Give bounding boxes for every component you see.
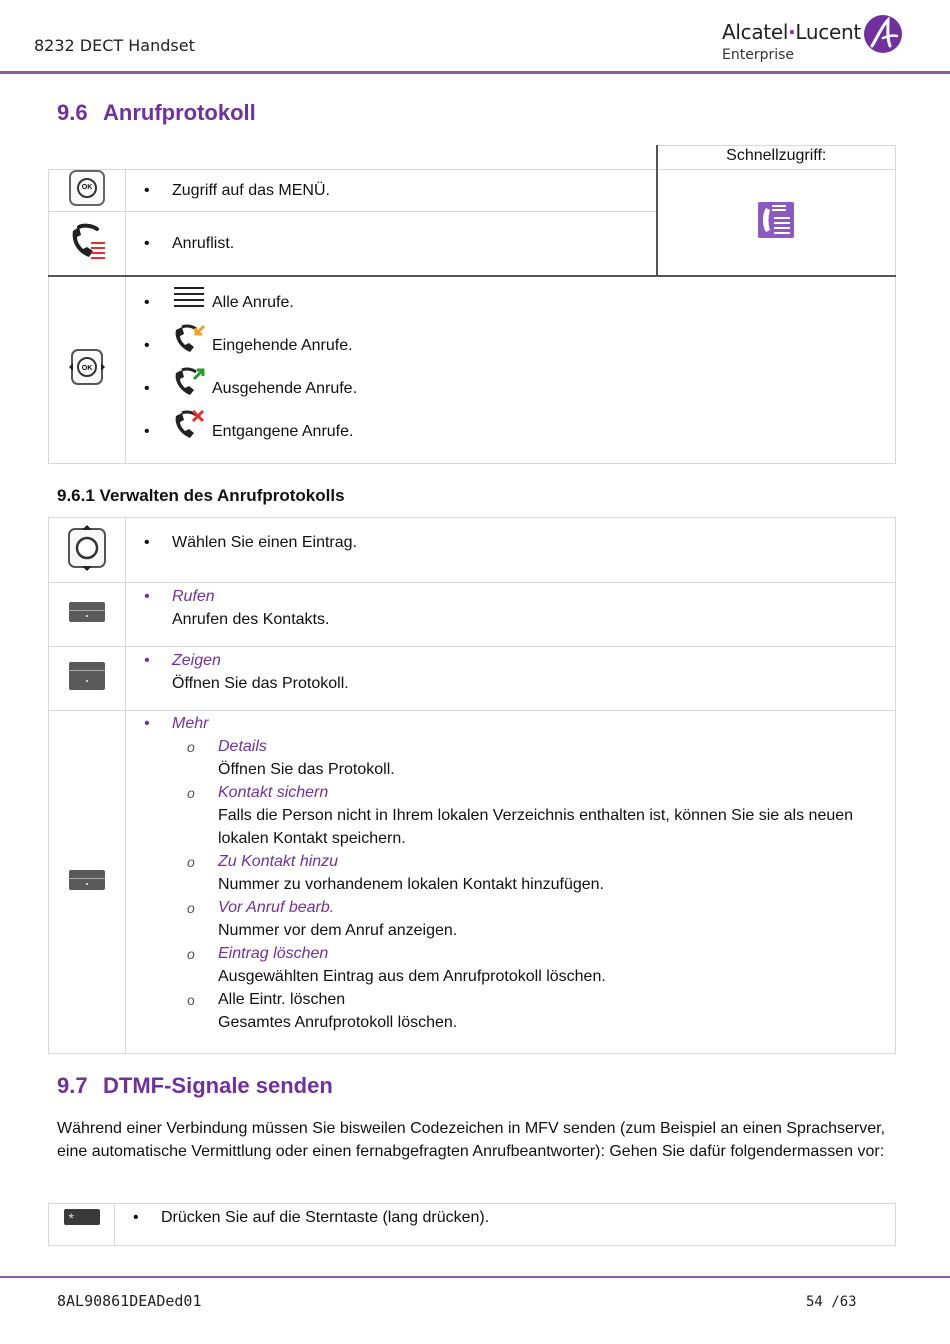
subsection-number: 9.6.1 bbox=[57, 486, 95, 505]
star-key-instruction: • Drücken Sie auf die Sterntaste (lang drücken). bbox=[115, 1206, 895, 1229]
select-entry-text: • Wählen Sie einen Eintrag. bbox=[126, 531, 895, 554]
call-log-access-table bbox=[48, 145, 896, 464]
filter-missed-calls-label: • Entgangene Anrufe. bbox=[212, 422, 354, 440]
call-option-label: • Rufen bbox=[126, 585, 895, 608]
manage-call-log-table bbox=[48, 517, 896, 1054]
more-item-delete-all-desc: Gesamtes Anrufprotokoll löschen. bbox=[218, 1014, 458, 1031]
logo-mark-icon bbox=[863, 14, 903, 54]
left-softkey-icon bbox=[69, 602, 105, 622]
header-rule bbox=[0, 71, 950, 74]
right-softkey-icon bbox=[69, 870, 105, 890]
center-softkey-cell bbox=[49, 647, 126, 711]
missed-call-icon bbox=[172, 410, 206, 440]
logo-word-alcatel: Alcatel bbox=[722, 20, 789, 44]
more-option-label: • Mehr bbox=[126, 712, 895, 735]
document-header-title: 8232 DECT Handset bbox=[34, 36, 195, 55]
subsection-title: Verwalten des Anrufprotokolls bbox=[99, 486, 345, 505]
more-item-save-contact: o Kontakt sichern bbox=[187, 784, 329, 801]
alcatel-lucent-logo bbox=[722, 14, 907, 66]
filter-all-calls-label: • Alle Anrufe. bbox=[212, 293, 294, 311]
filter-outgoing-calls bbox=[126, 377, 895, 420]
document-id: 8AL90861DEADed01 bbox=[57, 1292, 202, 1310]
footer-rule bbox=[0, 1276, 950, 1278]
filter-incoming-calls bbox=[126, 334, 895, 377]
nav-ok-key-icon bbox=[67, 347, 107, 387]
call-list-icon-cell bbox=[49, 212, 126, 276]
center-softkey-icon bbox=[69, 662, 105, 690]
quick-access-label: Schnellzugriff: bbox=[657, 146, 896, 170]
menu-access-text: • Zugriff auf das MENÜ. bbox=[126, 179, 656, 202]
show-option-label: • Zeigen bbox=[126, 649, 895, 672]
more-item-details: o Details bbox=[187, 738, 267, 755]
all-calls-icon bbox=[172, 285, 206, 311]
subsection-heading-9-6-1 bbox=[57, 486, 345, 506]
logo-subtitle: Enterprise bbox=[722, 47, 795, 63]
star-key-icon: * bbox=[64, 1209, 100, 1225]
call-log-shortcut-icon bbox=[756, 200, 796, 240]
filter-all-calls bbox=[126, 291, 895, 334]
more-item-edit-before-call: o Vor Anruf bearb. bbox=[187, 899, 335, 916]
section-number: 9.6 bbox=[57, 100, 88, 125]
page-number: 54 /63 bbox=[806, 1294, 857, 1310]
more-item-edit-before-call-desc: Nummer vor dem Anruf anzeigen. bbox=[218, 922, 458, 939]
ok-key-cell bbox=[49, 170, 126, 212]
right-softkey-cell bbox=[49, 711, 126, 1054]
call-option-desc: Anrufen des Kontakts. bbox=[172, 611, 330, 628]
more-item-add-to-contact-desc: Nummer zu vorhandenem lokalen Kontakt hinzufügen. bbox=[218, 876, 604, 893]
nav-updown-key-cell bbox=[49, 518, 126, 583]
nav-updown-key-icon bbox=[65, 524, 109, 572]
filter-incoming-calls-label: • Eingehende Anrufe. bbox=[212, 336, 353, 354]
ok-key-icon: OK bbox=[69, 170, 105, 206]
star-key-cell bbox=[49, 1204, 115, 1246]
nav-key-cell bbox=[49, 276, 126, 464]
section-heading-9-7 bbox=[57, 1073, 333, 1099]
logo-word-dot: · bbox=[788, 20, 796, 44]
incoming-call-icon bbox=[172, 324, 206, 354]
outgoing-call-icon bbox=[172, 367, 206, 397]
more-item-delete-entry-desc: Ausgewählten Eintrag aus dem Anrufprotokoll löschen. bbox=[218, 968, 606, 985]
svg-text:OK: OK bbox=[81, 365, 93, 372]
more-item-delete-all: o Alle Eintr. löschen bbox=[187, 991, 346, 1008]
more-item-save-contact-desc: Falls die Person nicht in Ihrem lokalen Verzeichnis enthalten ist, können Sie sie als neuen lokalen Kontakt speichern. bbox=[218, 807, 854, 847]
section-title: DTMF-Signale senden bbox=[103, 1073, 333, 1098]
more-item-details-desc: Öffnen Sie das Protokoll. bbox=[218, 761, 395, 778]
call-list-icon bbox=[67, 221, 107, 261]
section-heading-9-6 bbox=[57, 100, 256, 126]
section-number: 9.7 bbox=[57, 1073, 88, 1098]
section-title: Anrufprotokoll bbox=[103, 100, 256, 125]
dtmf-intro-paragraph: Während einer Verbindung müssen Sie bisweilen Codezeichen in MFV senden (zum Beispiel an einen Sprachserver, eine automatische Vermittlung oder einen fernabgefragten Anrufbeantworter): Gehen Sie dafür folgendermassen vor: bbox=[57, 1120, 886, 1160]
more-item-delete-entry: o Eintrag löschen bbox=[187, 945, 329, 962]
logo-wordmark bbox=[722, 20, 861, 44]
quick-access-cell bbox=[657, 170, 896, 276]
logo-word-lucent: Lucent bbox=[795, 20, 861, 44]
filter-outgoing-calls-label: • Ausgehende Anrufe. bbox=[212, 379, 358, 397]
call-list-text: • Anruflist. bbox=[126, 232, 656, 255]
dtmf-instruction-table bbox=[48, 1203, 896, 1246]
left-softkey-cell bbox=[49, 583, 126, 647]
show-option-desc: Öffnen Sie das Protokoll. bbox=[172, 675, 349, 692]
filter-missed-calls bbox=[126, 420, 895, 463]
more-item-add-to-contact: o Zu Kontakt hinzu bbox=[187, 853, 339, 870]
